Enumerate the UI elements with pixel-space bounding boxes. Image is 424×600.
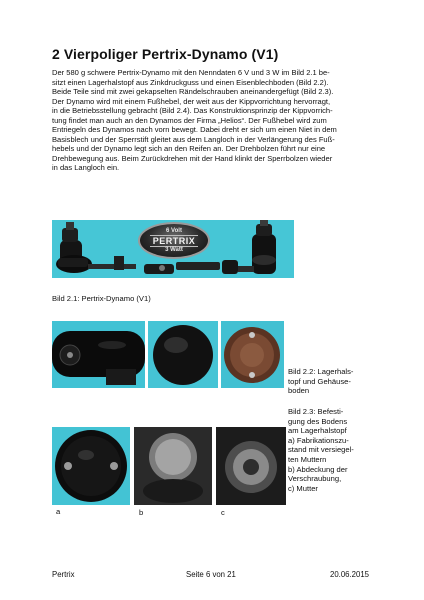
paragraph-line: Der Dynamo wird mit einem Fußhebel, der weit aus der Kippvorrichtung hervorragt, — [52, 96, 331, 106]
panel-c-photo — [216, 427, 286, 505]
pertrix-badge — [138, 222, 210, 259]
panel-label-b: b — [139, 508, 144, 517]
paragraph-line: hebels und der Dynamo legt sich an den Reifen an. Der Drehbolzen führt nur eine — [52, 144, 326, 154]
caption-line: Bild 2.3: Befesti- — [288, 407, 344, 416]
body-paragraph — [52, 68, 374, 173]
figure-2-1-caption: Bild 2.1: Pertrix-Dynamo (V1) — [52, 294, 151, 303]
caption-line: Bild 2.2: Lagerhals- — [288, 367, 354, 376]
housing-interior-photo — [221, 321, 284, 388]
panel-label-a: a — [56, 507, 61, 516]
caption-line: Verschraubung, — [288, 474, 342, 484]
paragraph-line: Entriegeln des Dynamos nach vorn bewegt. Dabei dreht er sich um einen Niet in dem — [52, 125, 337, 135]
bearing-housing-photo — [52, 321, 145, 388]
panel-label-c: c — [221, 508, 225, 517]
paragraph-line: Drehbewegung aus. Beim Zurückdrehen mit der Hand klinkt der Sperrbolzen wieder — [52, 153, 333, 163]
panel-a-photo — [52, 427, 130, 505]
housing-bottom-photo — [148, 321, 218, 388]
caption-line: b) Abdeckung der — [288, 464, 348, 474]
figure-2-2-caption — [288, 367, 353, 396]
caption-line: c) Mutter — [288, 483, 318, 493]
caption-line: stand mit versiegel- — [288, 445, 354, 455]
caption-line: gung des Bodens — [288, 416, 348, 426]
footer-date: 20.06.2015 — [330, 570, 370, 579]
section-heading: 2 Vierpoliger Pertrix-Dynamo (V1) — [52, 46, 279, 62]
footer-page-number: Seite 6 von 21 — [186, 570, 236, 579]
paragraph-line: tung findet man auch an den Dynamos der Firma „Helios“. Der Fußhebel wird zum — [52, 115, 327, 125]
caption-line: am Lagerhalstopf — [288, 426, 347, 436]
paragraph-line: Basisblech und der Sperrstift gleitet aus dem Langloch in der Verlängerung des Fuß- — [52, 134, 335, 144]
caption-line: boden — [288, 386, 310, 396]
dynamo-photo-collage — [52, 220, 294, 278]
paragraph-line: sitzt einen Lagerhalstopf aus Zinkdruckguss und einen Eisenblechboden (Bild 2.2). — [52, 77, 329, 87]
paragraph-line: Beide Teile sind mit zwei gekapselten Rändelschrauben aneinandergefügt (Bild 2.3). — [52, 87, 334, 97]
panel-b-photo — [134, 427, 212, 505]
caption-line: ten Muttern — [288, 454, 327, 464]
footer-left: Pertrix — [52, 570, 75, 579]
caption-line: topf und Gehäuse- — [288, 376, 351, 386]
badge-wattage: 3 Watt — [165, 246, 183, 253]
badge-voltage: 6 Volt — [166, 227, 182, 234]
figure-2-3-caption — [288, 407, 354, 493]
paragraph-line: Der 580 g schwere Pertrix-Dynamo mit den Nenndaten 6 V und 3 W im Bild 2.1 be- — [52, 68, 330, 77]
paragraph-line: in das Langloch ein. — [52, 163, 120, 173]
badge-brand: PERTRIX — [150, 235, 199, 247]
paragraph-line: in die Betriebsstellung gebracht (Bild 2.4). Das Konstruktionsprinzip der Kippvorrich- — [52, 106, 333, 116]
caption-line: a) Fabrikationszu- — [288, 435, 349, 445]
